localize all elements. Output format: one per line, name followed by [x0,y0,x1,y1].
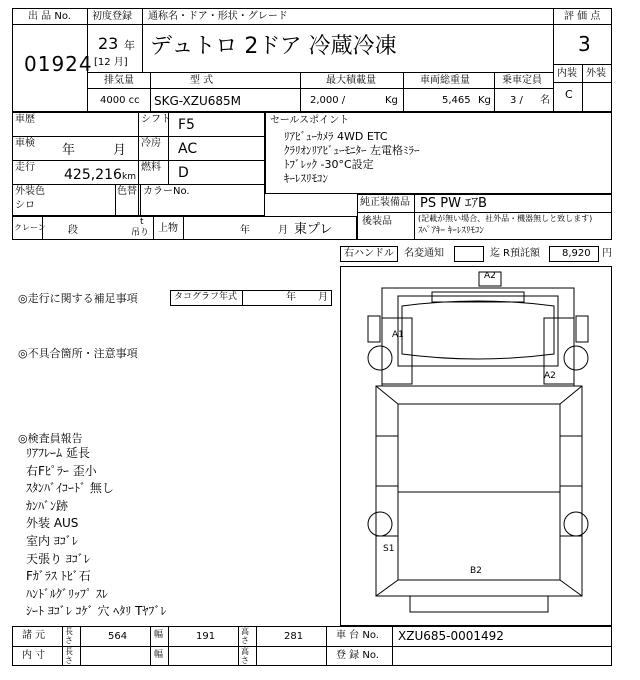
tachograph-month: 月 [318,292,328,303]
length-value: 564 [108,631,128,642]
model-label: 型 式 [190,75,214,86]
inspector-item: Fｶﾞﾗｽ ﾄﾋﾞ石 [26,569,91,584]
damage-mark-a1: A1 [392,330,404,340]
upper-body-label: 上物 [158,223,178,234]
capacity-label: 乗車定員 [502,75,542,86]
dims-label: 諸 元 [22,630,46,641]
recycle-label: R預託額 [503,248,540,259]
crane-ton-unit: t [140,217,144,227]
sales-point-item: ｸﾗﾘｵﾝﾘｱﾋﾞｭｰﾓﾆﾀｰ 左電格ﾐﾗｰ [284,144,420,157]
upper-month-unit: 月 [278,225,288,236]
tachograph-year: 年 [286,292,296,303]
name-change-label: 名変通知 [404,248,444,259]
inspector-item: 外装 AUS [26,516,79,531]
sales-point-item: ﾄﾌﾞﾚｯｸ -30°C設定 [284,158,374,171]
max-load-label: 最大積載量 [326,75,376,86]
crane-label: クレーン [14,223,46,232]
inspector-item: ﾊﾝﾄﾞﾙｸﾞﾘｯﾌﾟ ｽﾚ [26,586,108,601]
history-label: 車歴 [15,114,35,125]
crane-suspension-unit: 吊り [131,228,150,238]
genuine-equipment-label: 純正装備品 [360,197,410,208]
exterior-color-value: シロ [15,200,35,211]
color-code-label: カラーNo. [143,186,190,197]
inner-height-label: 高さ [241,647,249,665]
inspector-item: 天張り ﾖｺﾞﾚ [26,551,90,566]
gross-weight-label: 車両総重量 [420,75,470,86]
upper-body-value: 東プレ [294,222,333,237]
model: SKG-XZU685M [154,94,241,108]
color-change-label: 色替 [117,186,137,197]
inner-length-label: 長さ [65,647,73,665]
gross-weight: 5,465 [442,95,471,106]
max-load-unit: Kg [385,95,398,106]
capacity: 3 / [510,95,523,106]
shift-label: シフト [141,114,171,125]
year-unit: 年 [124,39,135,52]
ac-value: AC [178,141,198,157]
interior-grade: C [565,88,573,101]
max-load: 2,000 / [310,95,346,106]
genuine-equipment-value: PS PW ｴｱB [420,196,487,211]
sales-point-item: ｷｰﾚｽﾘﾓｺﾝ [284,172,328,185]
first-reg-month: [12 月] [94,57,128,68]
sales-point-item: ﾘｱﾋﾞｭｰｶﾒﾗ 4WD ETC [284,130,388,143]
displacement: 4000 cc [100,95,140,106]
interior-grade-label: 内装 [557,68,577,79]
aftermarket-label: 後装品 [362,216,392,227]
inspector-item: ｼｰﾄ ﾖｺﾞﾚ ｺｹﾞ 穴 ﾍﾀﾘ Tﾔﾌﾞﾚ [26,604,167,619]
fuel-label: 燃料 [141,162,161,173]
length-label: 長さ [65,627,73,645]
vehicle-name: デュトロ 2ドア 冷蔵冷凍 [150,34,397,59]
mileage-value: 425,216 [64,167,122,183]
width-label: 幅 [154,630,164,640]
damage-mark-b2: B2 [470,566,482,576]
ac-label: 冷房 [141,138,161,149]
inspector-item: ｽﾀﾝﾊﾞｲｺｰﾄﾞ 無し [26,481,114,496]
score: 3 [578,32,591,56]
inspector-item: 右Fﾋﾟﾗｰ 歪小 [26,463,97,478]
mileage-label: 走行 [15,162,35,173]
inspector-item: ﾘｱﾌﾚｰﾑ 延長 [26,446,90,460]
inspector-label: ◎検査員報告 [18,432,83,445]
inspection-year: 年 [62,143,76,158]
recycle-value: 8,920 [562,248,591,259]
height-label: 高さ [241,627,249,645]
supplement-label: ◎走行に関する補足事項 [18,292,138,305]
registration-label: 登 録 No. [336,650,379,661]
shift-value: F5 [178,117,195,133]
lot-no: 01924 [24,52,93,76]
exterior-grade-label: 外装 [586,68,606,79]
inner-width-label: 幅 [154,650,164,660]
damage-mark-s1: S1 [383,544,395,554]
drive-side-text: 右ハンドル [344,248,394,259]
vehicle-name-label: 通称名・ドア・形状・グレード [148,11,288,22]
inspector-item: 室内 ﾖｺﾞﾚ [26,534,78,548]
damage-mark-front: A2 [484,271,496,281]
recycle-unit: 円 [602,248,612,259]
score-label: 評 価 点 [564,11,601,22]
inspection-month: 月 [113,143,127,158]
inspection-label: 車検 [15,138,35,149]
inspector-item: ｶﾝﾊﾞﾝ跡 [26,498,69,513]
sales-points-label: セールスポイント [270,115,350,126]
damage-mark-a2-right: A2 [544,371,556,381]
height-value: 281 [284,631,304,642]
displacement-label: 排気量 [104,75,134,86]
lot-no-label: 出 品 No. [28,11,71,22]
gross-weight-unit: Kg [478,95,491,106]
upper-year-unit: 年 [240,225,250,236]
tax-label: 迄 [490,248,500,259]
fuel-value: D [178,165,189,181]
aftermarket-note: (記載が無い場合、社外品・機器無しと致します) [418,214,593,223]
tachograph-label: タコグラフ年式 [174,292,238,302]
interior-dims-label: 内 寸 [22,650,46,661]
aftermarket-value: ｽﾍﾟｱｷｰ ｷｰﾚｽﾘﾓｺﾝ [418,226,484,236]
exterior-color-label: 外装色 [15,186,45,197]
chassis-label: 車 台 No. [336,630,379,641]
defects-label: ◎不具合箇所・注意事項 [18,347,138,360]
chassis-value: XZU685-0001492 [398,629,504,643]
width-value: 191 [196,631,216,642]
first-reg-year: 23 [98,34,119,53]
name-change-value [454,246,484,262]
first-reg-label: 初度登録 [92,11,132,22]
capacity-unit: 名 [540,95,550,106]
mileage-unit: km [122,172,136,182]
crane-stage-unit: 段 [68,225,78,236]
